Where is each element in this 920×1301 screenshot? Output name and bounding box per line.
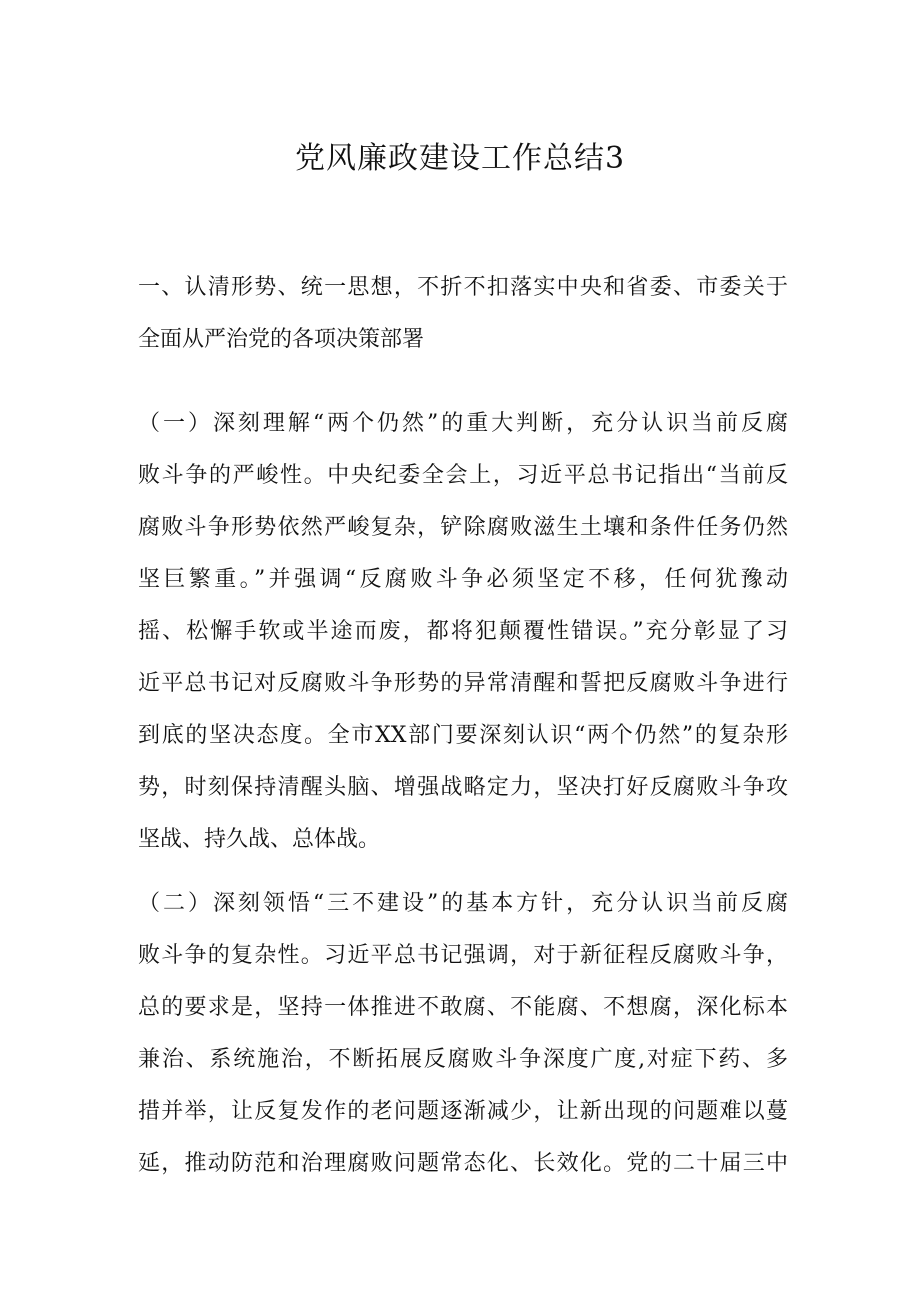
paragraph-line: 势，时刻保持清醒头脑、增强战略定力，坚决打好反腐败斗争攻 [138,775,788,800]
paragraph-line: 到底的坚决态度。全市XX部门要深刻认识“两个仍然”的复杂形 [138,723,788,748]
paragraph-line: 败斗争的严峻性。中央纪委全会上，习近平总书记指出“当前反 [138,463,788,488]
heading-line: 一、认清形势、统一思想，不折不扣落实中央和省委、市委关于 [138,275,788,300]
paragraph-line: （一）深刻理解“两个仍然”的重大判断，充分认识当前反腐 [138,411,788,436]
paragraph-line: 摇、松懈手软或半途而废，都将犯颠覆性错误。”充分彰显了习 [138,619,788,644]
paragraph-line: 延，推动防范和治理腐败问题常态化、长效化。党的二十届三中 [138,1151,788,1176]
paragraph-line: 近平总书记对反腐败斗争形势的异常清醒和誓把反腐败斗争进行 [138,671,788,696]
paragraph-line: （二）深刻领悟“三不建设”的基本方针，充分认识当前反腐 [138,891,788,916]
paragraph-line: 坚战、持久战、总体战。 [138,827,381,852]
section-heading [138,262,788,366]
paragraph-line: 措并举，让反复发作的老问题逐渐减少，让新出现的问题难以蔓 [138,1099,788,1124]
paragraph-line: 总的要求是，坚持一体推进不敢腐、不能腐、不想腐，深化标本 [138,995,788,1020]
paragraph-line: 坚巨繁重。”并强调“反腐败斗争必须坚定不移，任何犹豫动 [138,567,788,592]
paragraph-1 [138,398,788,866]
paragraph-line: 败斗争的复杂性。习近平总书记强调，对于新征程反腐败斗争， [138,943,788,968]
document-title: 党风廉政建设工作总结3 [294,141,626,176]
heading-line: 全面从严治党的各项决策部署 [138,327,425,352]
paragraph-line: 腐败斗争形势依然严峻复杂，铲除腐败滋生土壤和条件任务仍然 [138,515,788,540]
paragraph-line: 兼治、系统施治，不断拓展反腐败斗争深度广度,对症下药、多 [138,1047,788,1072]
paragraph-2 [138,878,788,1190]
